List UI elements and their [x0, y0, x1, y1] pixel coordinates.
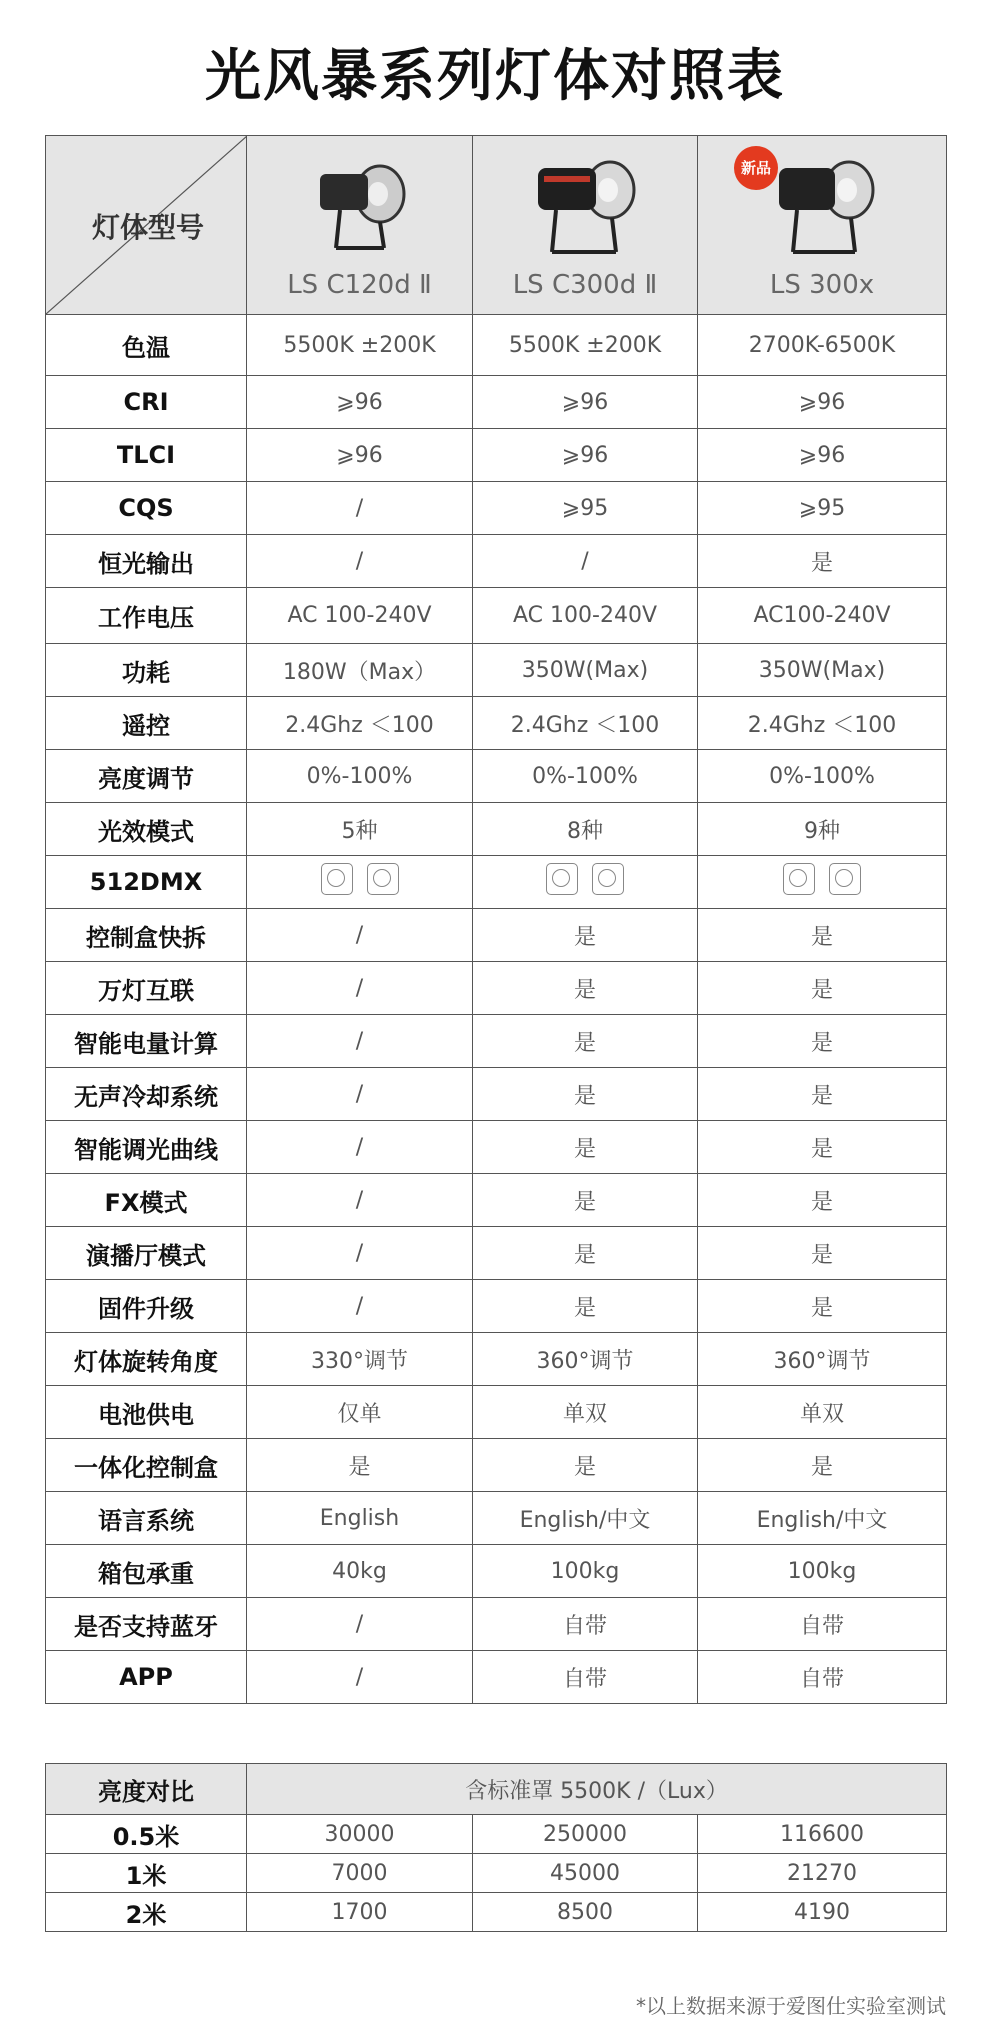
lamp-image-icon: [757, 156, 887, 271]
brightness-header: 含标准罩 5500K /（Lux）: [247, 1764, 947, 1815]
spec-label: APP: [46, 1651, 247, 1704]
spec-row: [46, 1386, 947, 1439]
spec-value: 8种: [473, 803, 698, 856]
spec-row: [46, 482, 947, 535]
spec-label: 512DMX: [46, 856, 247, 909]
spec-label: 功耗: [46, 644, 247, 697]
spec-label: 箱包承重: [46, 1545, 247, 1598]
spec-value: ⩾96: [698, 429, 947, 482]
spec-label: TLCI: [46, 429, 247, 482]
lamp-image-icon: [300, 156, 420, 266]
spec-row: [46, 909, 947, 962]
spec-value: /: [473, 535, 698, 588]
spec-value: /: [247, 1598, 473, 1651]
spec-value: AC 100-240V: [247, 588, 473, 644]
dmx-port-icon: [321, 863, 353, 895]
spec-value: 0%-100%: [247, 750, 473, 803]
spec-value: /: [247, 909, 473, 962]
spec-row: [46, 750, 947, 803]
spec-row: [46, 1439, 947, 1492]
spec-value: English/中文: [473, 1492, 698, 1545]
brightness-row: [46, 1854, 947, 1893]
spec-row: [46, 644, 947, 697]
spec-value: 是: [698, 1174, 947, 1227]
spec-value: 是: [698, 1439, 947, 1492]
spec-value: AC100-240V: [698, 588, 947, 644]
spec-value: 100kg: [698, 1545, 947, 1598]
spec-value: 100kg: [473, 1545, 698, 1598]
brightness-row: [46, 1893, 947, 1932]
spec-value: 2.4Ghz ＜100: [247, 697, 473, 750]
lux-value: 116600: [698, 1815, 947, 1854]
spec-value: 2.4Ghz ＜100: [473, 697, 698, 750]
spec-value: 是: [473, 909, 698, 962]
spec-value: 是: [473, 1227, 698, 1280]
lux-value: 7000: [247, 1854, 473, 1893]
spec-value: ⩾96: [247, 429, 473, 482]
spec-label: CRI: [46, 376, 247, 429]
spec-value: 是: [698, 1015, 947, 1068]
spec-label: 智能调光曲线: [46, 1121, 247, 1174]
spec-row: [46, 1492, 947, 1545]
spec-value: /: [247, 1280, 473, 1333]
dmx-port-icon: [829, 863, 861, 895]
spec-value: ⩾95: [473, 482, 698, 535]
product-model: LS C120d Ⅱ: [287, 270, 432, 300]
spec-value: 自带: [473, 1651, 698, 1704]
distance-label: 2米: [46, 1893, 247, 1932]
spec-row: [46, 697, 947, 750]
spec-value: 是: [473, 1280, 698, 1333]
dmx-port-icon: [546, 863, 578, 895]
product-header-row: [46, 136, 947, 315]
spec-value: 0%-100%: [473, 750, 698, 803]
spec-value: 40kg: [247, 1545, 473, 1598]
spec-value: 单双: [698, 1386, 947, 1439]
lux-value: 30000: [247, 1815, 473, 1854]
product-cell-1: [247, 136, 473, 315]
spec-value: 自带: [698, 1598, 947, 1651]
spec-value: 是: [473, 1015, 698, 1068]
spec-value: ⩾96: [247, 376, 473, 429]
spec-value: English: [247, 1492, 473, 1545]
spec-label: 光效模式: [46, 803, 247, 856]
spec-value: 是: [698, 1227, 947, 1280]
spec-row: [46, 315, 947, 376]
product-model: LS 300x: [769, 270, 875, 300]
spec-value: /: [247, 1227, 473, 1280]
product-cell-3: [698, 136, 947, 315]
dmx-port-icon: [783, 863, 815, 895]
spec-label: 电池供电: [46, 1386, 247, 1439]
spec-row: [46, 1651, 947, 1704]
spec-row: [46, 803, 947, 856]
spec-value: 180W（Max）: [247, 644, 473, 697]
spec-value: /: [247, 1015, 473, 1068]
spec-label: 无声冷却系统: [46, 1068, 247, 1121]
spec-label: 语言系统: [46, 1492, 247, 1545]
spec-value: 是: [473, 1121, 698, 1174]
spec-value: ⩾96: [473, 429, 698, 482]
spec-value: ⩾96: [698, 376, 947, 429]
spec-value: 5500K ±200K: [247, 315, 473, 376]
spec-label: 工作电压: [46, 588, 247, 644]
spec-value: 是: [473, 1439, 698, 1492]
spec-row: [46, 856, 947, 909]
spec-value: 0%-100%: [698, 750, 947, 803]
page-title: 光风暴系列灯体对照表: [205, 44, 785, 109]
spec-value: ⩾95: [698, 482, 947, 535]
spec-value: /: [247, 482, 473, 535]
spec-value: 是: [698, 1121, 947, 1174]
dmx-ports-icon: [698, 856, 947, 909]
spec-label: 智能电量计算: [46, 1015, 247, 1068]
spec-row: [46, 1333, 947, 1386]
lux-value: 21270: [698, 1854, 947, 1893]
spec-row: [46, 1015, 947, 1068]
spec-label: 恒光输出: [46, 535, 247, 588]
product-model: LS C300d Ⅱ: [512, 270, 658, 300]
spec-value: 是: [698, 962, 947, 1015]
spec-value: /: [247, 1121, 473, 1174]
spec-value: 5种: [247, 803, 473, 856]
spec-row: [46, 1598, 947, 1651]
brightness-rows: [46, 1815, 947, 1932]
spec-label: 固件升级: [46, 1280, 247, 1333]
spec-label: CQS: [46, 482, 247, 535]
spec-row: [46, 535, 947, 588]
spec-value: 360°调节: [698, 1333, 947, 1386]
spec-row: [46, 962, 947, 1015]
spec-rows: [46, 315, 947, 1704]
lamp-image-icon: [520, 156, 650, 271]
distance-label: 0.5米: [46, 1815, 247, 1854]
spec-value: 2700K-6500K: [698, 315, 947, 376]
spec-value: 自带: [473, 1598, 698, 1651]
spec-row: [46, 588, 947, 644]
lux-value: 1700: [247, 1893, 473, 1932]
spec-value: 仅单: [247, 1386, 473, 1439]
spec-value: 是: [247, 1439, 473, 1492]
comparison-table: [45, 135, 947, 1704]
spec-row: [46, 1068, 947, 1121]
spec-label: 是否支持蓝牙: [46, 1598, 247, 1651]
product-cell-2: [473, 136, 698, 315]
spec-value: /: [247, 1174, 473, 1227]
spec-value: 是: [698, 909, 947, 962]
brightness-header-row: [46, 1764, 947, 1815]
spec-value: /: [247, 535, 473, 588]
spec-value: 是: [473, 962, 698, 1015]
dmx-port-icon: [367, 863, 399, 895]
spec-label: 遥控: [46, 697, 247, 750]
spec-label: 演播厅模式: [46, 1227, 247, 1280]
spec-value: AC 100-240V: [473, 588, 698, 644]
corner-label: 灯体型号: [92, 211, 205, 244]
spec-value: 350W(Max): [698, 644, 947, 697]
spec-value: /: [247, 962, 473, 1015]
spec-label: 灯体旋转角度: [46, 1333, 247, 1386]
spec-label: 一体化控制盒: [46, 1439, 247, 1492]
spec-label: 色温: [46, 315, 247, 376]
lux-value: 250000: [473, 1815, 698, 1854]
distance-label: 1米: [46, 1854, 247, 1893]
spec-value: 是: [698, 535, 947, 588]
lux-value: 4190: [698, 1893, 947, 1932]
spec-label: 万灯互联: [46, 962, 247, 1015]
corner-cell: [46, 136, 247, 315]
spec-row: [46, 1174, 947, 1227]
dmx-ports-icon: [473, 856, 698, 909]
spec-value: 9种: [698, 803, 947, 856]
spec-value: 是: [698, 1068, 947, 1121]
spec-value: /: [247, 1068, 473, 1121]
spec-value: 是: [473, 1174, 698, 1227]
spec-value: 自带: [698, 1651, 947, 1704]
spec-label: FX模式: [46, 1174, 247, 1227]
spec-value: 2.4Ghz ＜100: [698, 697, 947, 750]
brightness-table: [45, 1763, 947, 1932]
brightness-label: 亮度对比: [46, 1764, 247, 1815]
footnote: *以上数据来源于爱图仕实验室测试: [636, 1994, 946, 2018]
spec-row: [46, 429, 947, 482]
spec-value: 5500K ±200K: [473, 315, 698, 376]
spec-label: 控制盒快拆: [46, 909, 247, 962]
spec-value: 是: [473, 1068, 698, 1121]
spec-row: [46, 1545, 947, 1598]
dmx-port-icon: [592, 863, 624, 895]
spec-row: [46, 1280, 947, 1333]
spec-row: [46, 1121, 947, 1174]
spec-value: 360°调节: [473, 1333, 698, 1386]
spec-row: [46, 1227, 947, 1280]
spec-value: English/中文: [698, 1492, 947, 1545]
spec-value: 350W(Max): [473, 644, 698, 697]
spec-row: [46, 376, 947, 429]
spec-label: 亮度调节: [46, 750, 247, 803]
dmx-ports-icon: [247, 856, 473, 909]
brightness-row: [46, 1815, 947, 1854]
spec-value: 单双: [473, 1386, 698, 1439]
lux-value: 8500: [473, 1893, 698, 1932]
lux-value: 45000: [473, 1854, 698, 1893]
spec-value: ⩾96: [473, 376, 698, 429]
spec-value: /: [247, 1651, 473, 1704]
spec-value: 是: [698, 1280, 947, 1333]
new-badge: 新品: [734, 146, 778, 190]
spec-value: 330°调节: [247, 1333, 473, 1386]
